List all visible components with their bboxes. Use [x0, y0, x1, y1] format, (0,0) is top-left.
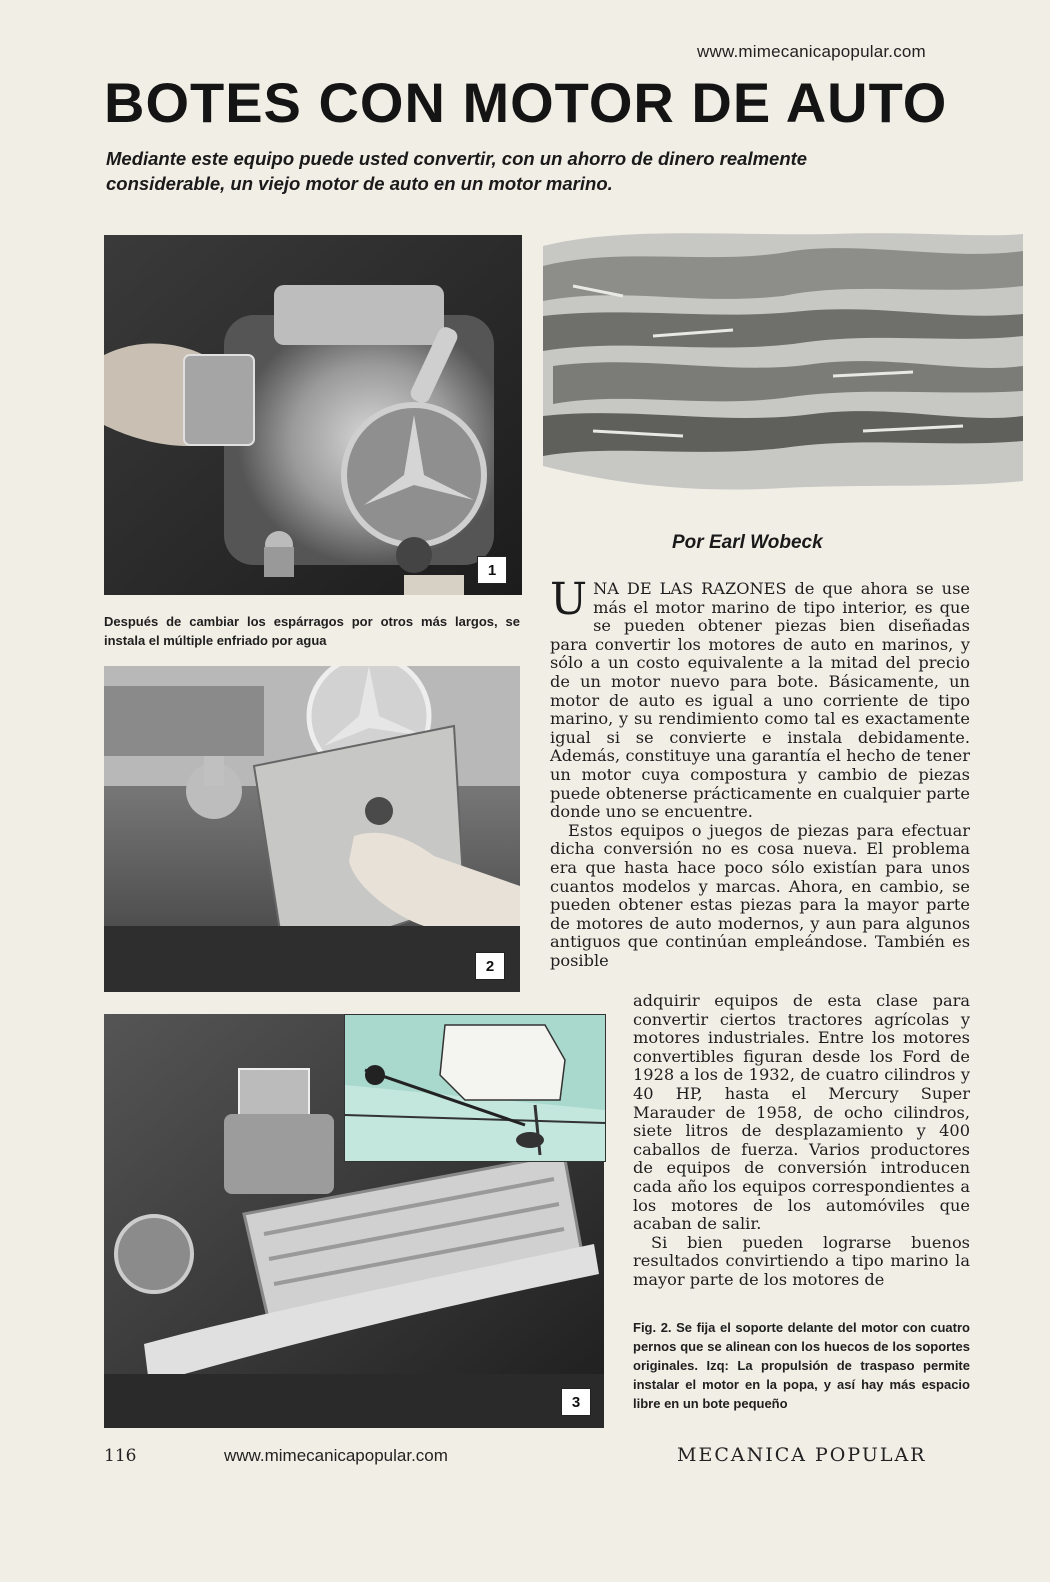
figure-1-caption: Después de cambiar los espárragos por otros más largos, se instala el múltiple enfriado por agua [104, 614, 520, 648]
article-column-lower [633, 992, 970, 1290]
article-paragraph-2b: adquirir equipos de esta clase para convertir ciertos tractores agrícolas y motores industriales. Entre los motores convertibles figuran desde los Ford de 1928 a los de 1932, de cuatro cilindros y 40 HP, hasta el Mercury Super Marauder de 1958, de ocho cilindros, siete litros de desplazamiento y 400 caballos de fuerza. Varios productores de equipos de conversión introducen cada año los equipos correspondientes a los motores de los automóviles que acaban de salir. [633, 991, 970, 1234]
figure-2-caption: Fig. 2. Se fija el soporte delante del motor con cuatro pernos que se alinean con los huecos de los soportes originales. Izq: La propulsión de traspaso permite instalar el motor en la popa, y así hay más espacio libre en un bote pequeño [633, 1320, 970, 1411]
article-subtitle: Mediante este equipo puede usted convertir, con un ahorro de dinero realmente considerable, un viejo motor de auto en un motor marino. [106, 148, 808, 194]
drop-cap: U [550, 574, 588, 625]
inset-drive-diagram [344, 1014, 606, 1162]
figure-number-3: 3 [561, 1388, 591, 1416]
figure-number-2: 2 [475, 952, 505, 980]
photo-bracket-installation [104, 666, 520, 992]
article-paragraph-2a: Estos equipos o juegos de piezas para efectuar dicha conversión no es cosa nueva. El problema era que hasta hace poco sólo existían para unos cuantos modelos y marcas. Ahora, en cambio, se pueden obtener estas piezas para la mayor parte de motores de auto modernos, y aun para algunos antiguos que continúan empleándose. También es posible [550, 820, 970, 970]
article-byline: Por Earl Wobeck [672, 532, 823, 553]
header-url: www.mimecanicapopular.com [697, 42, 926, 61]
article-paragraph-1: UNA DE LAS RAZONES de que ahora se use más el motor marino de tipo interior, es que se pueden obtener piezas bien diseñadas para convertir los motores de auto en marinos, y sólo a un costo equivalente a la mitad del precio de un motor nuevo para bote. Básicamente, un motor de auto es igual a uno corriente de tipo marino, y su rendimiento como tal es exactamente igual si se convierte e instala debidamente. Además, constituye una garantía el hecho de tener un motor cuya compostura y cambio de piezas puede obtenerse prácticamente en cualquier parte donde uno se encuentre. [550, 574, 970, 822]
magazine-name: MECANICA POPULAR [677, 1444, 927, 1466]
water-sketch-illustration [533, 226, 1023, 496]
figure-number-1: 1 [477, 556, 507, 584]
article-title: BOTES CON MOTOR DE AUTO [104, 71, 948, 134]
article-column-upper [550, 574, 970, 970]
page-number: 116 [104, 1446, 137, 1466]
photo-engine-manifold [104, 235, 522, 595]
article-paragraph-3: Si bien pueden lograrse buenos resultados convirtiendo a tipo marino la mayor parte de los motores de [633, 1232, 970, 1289]
footer-url: www.mimecanicapopular.com [224, 1446, 448, 1465]
